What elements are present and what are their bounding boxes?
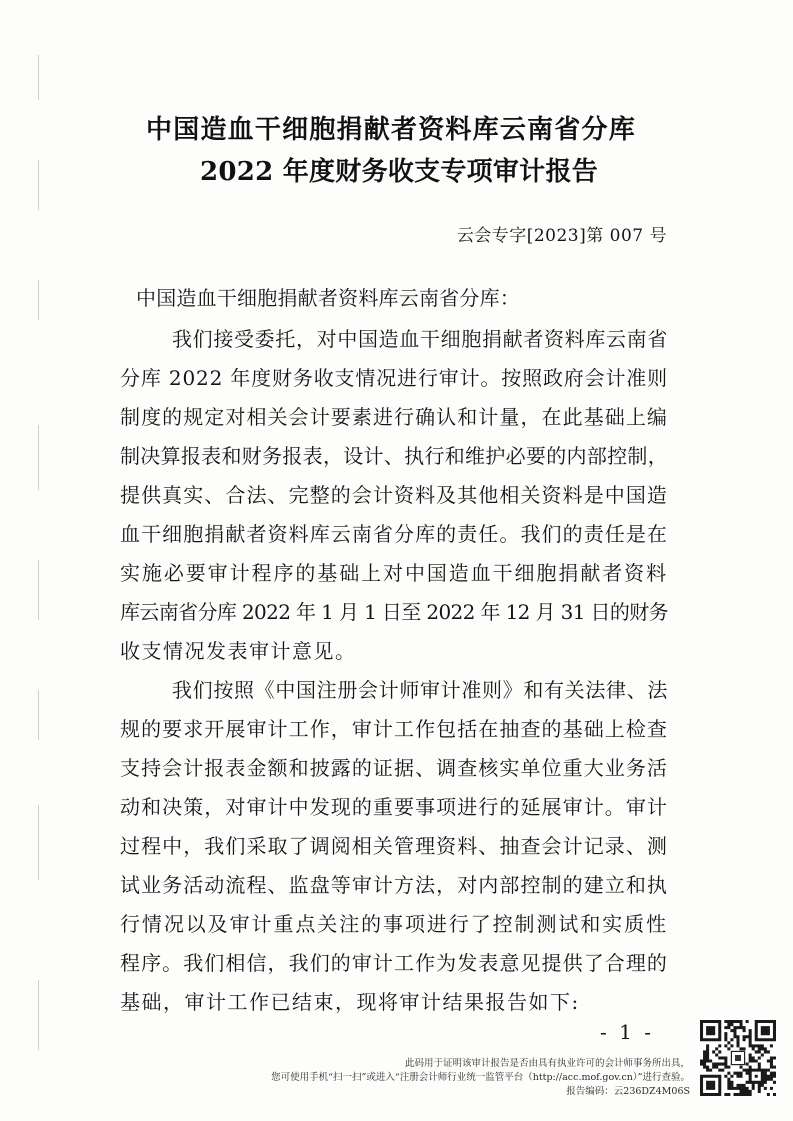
report-code: 报告编码：云236DZ4M06S xyxy=(566,1086,690,1097)
verification-note-line-1: 此码用于证明该审计报告是否由具有执业许可的会计师事务所出具， xyxy=(404,1058,690,1069)
paragraph-line: 过程中，我们采取了调阅相关管理资料、抽查会计记录、测 xyxy=(120,834,668,858)
qr-center-logo-mark xyxy=(735,1055,741,1061)
reference-number: 云会专字[2023]第 007 号 xyxy=(456,226,667,246)
paragraph-line: 规的要求开展审计工作，审计工作包括在抽查的基础上检查 xyxy=(120,717,668,741)
paragraph-line: 制度的规定对相关会计要素进行确认和计量，在此基础上编 xyxy=(120,405,668,429)
addressee: 中国造血干细胞捐献者资料库云南省分库： xyxy=(136,286,520,310)
paragraph-line: 试业务活动流程、监盘等审计方法，对内部控制的建立和执 xyxy=(120,873,668,897)
paragraph-line: 基础，审计工作已结束，现将审计结果报告如下: xyxy=(120,990,580,1014)
document-title-line-2: 2022 年度财务收支专项审计报告 xyxy=(200,157,598,187)
scan-edge-mark xyxy=(38,805,39,880)
scan-edge-mark xyxy=(38,560,39,620)
paragraph-line: 库云南省分库 2022 年 1 月 1 日至 2022 年 12 月 31 日的财务 xyxy=(120,600,668,624)
qr-code-icon xyxy=(700,1020,776,1096)
paragraph-line: 分库 2022 年度财务收支情况进行审计。按照政府会计准则 xyxy=(120,366,668,390)
paragraph-line: 制决算报表和财务报表，设计、执行和维护必要的内部控制， xyxy=(120,444,668,468)
document-title-line-1: 中国造血干细胞捐献者资料库云南省分库 xyxy=(146,115,636,145)
paragraph-1 xyxy=(120,320,668,671)
paragraph-line: 动和决策，对审计中发现的重要事项进行的延展审计。审计 xyxy=(120,795,668,819)
paragraph-line: 支持会计报表金额和披露的证据、调查核实单位重大业务活 xyxy=(120,756,668,780)
paragraph-2 xyxy=(120,671,668,1022)
paragraph-line: 行情况以及审计重点关注的事项进行了控制测试和实质性 xyxy=(120,912,668,936)
scan-edge-mark xyxy=(38,690,39,740)
scan-edge-mark xyxy=(38,160,39,210)
paragraph-line: 提供真实、合法、完整的会计资料及其他相关资料是中国造 xyxy=(120,483,668,507)
scan-edge-mark xyxy=(38,280,39,320)
paragraph-line: 收支情况发表审计意见。 xyxy=(120,639,357,663)
report-body xyxy=(120,320,668,1022)
page-number: - 1 - xyxy=(600,1020,654,1044)
scan-edge-mark xyxy=(38,425,39,490)
paragraph-line: 实施必要审计程序的基础上对中国造血干细胞捐献者资料 xyxy=(120,561,668,585)
scan-edge-mark xyxy=(38,55,39,100)
paragraph-line: 我们接受委托，对中国造血干细胞捐献者资料库云南省 xyxy=(172,327,668,351)
paragraph-line: 我们按照《中国注册会计师审计准则》和有关法律、法 xyxy=(172,678,668,702)
paragraph-line: 血干细胞捐献者资料库云南省分库的责任。我们的责任是在 xyxy=(120,522,668,546)
verification-note-line-2: 您可使用手机“扫一扫”或进入“注册会计师行业统一监管平台（http://acc.mof.gov.cn）”进行查验。 xyxy=(271,1072,690,1083)
scan-edge-mark xyxy=(38,980,39,1050)
paragraph-line: 程序。我们相信，我们的审计工作为发表意见提供了合理的 xyxy=(120,951,668,975)
